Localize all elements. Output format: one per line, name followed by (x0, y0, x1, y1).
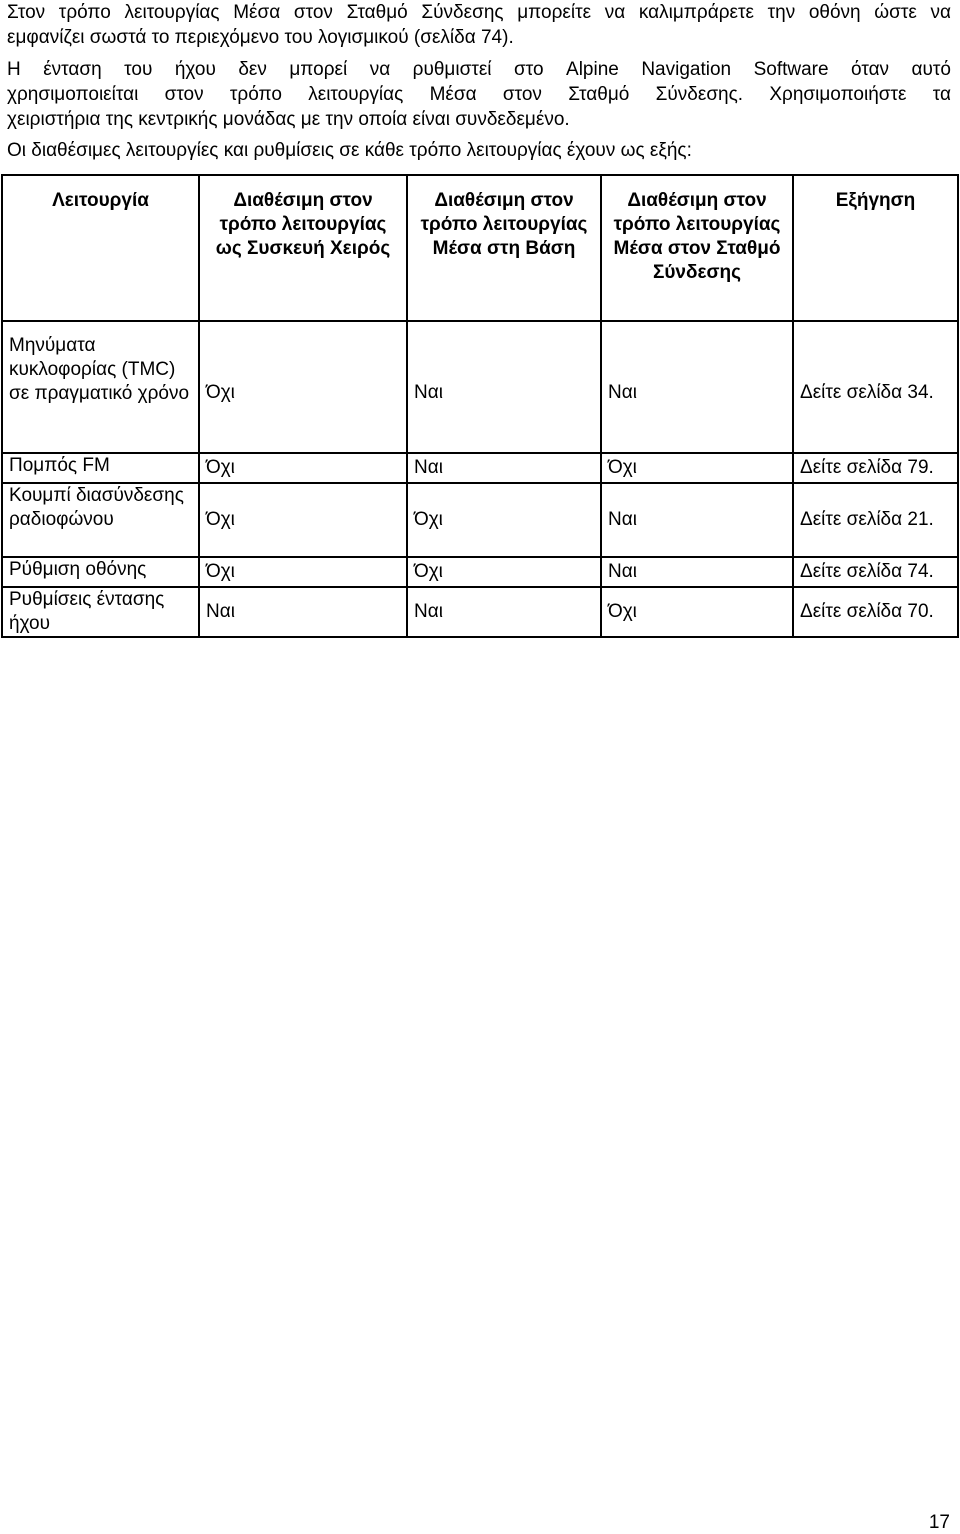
table-intro-paragraph (7, 138, 951, 163)
explanation-cell: Δείτε σελίδα 34. (793, 321, 958, 453)
explanation-cell: Δείτε σελίδα 74. (793, 557, 958, 587)
cradle-cell: Ναι (407, 587, 601, 637)
explanation-cell: Δείτε σελίδα 79. (793, 453, 958, 483)
header-cradle-mode: Διαθέσιμη στον τρόπο λειτουργίας Μέσα στη Βάση (407, 175, 601, 321)
docking-cell: Όχι (601, 453, 793, 483)
page-number: 17 (928, 1512, 950, 1533)
handheld-cell: Ναι (199, 587, 407, 637)
table-header-row (2, 175, 958, 321)
feature-availability-table (1, 174, 959, 638)
cradle-cell: Όχι (407, 483, 601, 557)
header-explanation: Εξήγηση (793, 175, 958, 321)
header-feature: Λειτουργία (2, 175, 199, 321)
paragraph-line: Οι διαθέσιμες λειτουργίες και ρυθμίσεις σε κάθε τρόπο λειτουργίας έχουν ως εξής: (7, 140, 692, 161)
docking-cell: Ναι (601, 321, 793, 453)
cradle-cell: Ναι (407, 453, 601, 483)
table-row (2, 321, 958, 453)
handheld-cell: Όχι (199, 483, 407, 557)
paragraph-line: Η ένταση του ήχου δεν μπορεί να ρυθμιστεί στο Alpine Navigation Software όταν αυτό (7, 59, 951, 80)
header-docking-station-mode: Διαθέσιμη στον τρόπο λειτουργίας Μέσα στον Σταθμό Σύνδεσης (601, 175, 793, 321)
calibration-paragraph (7, 0, 951, 50)
explanation-cell: Δείτε σελίδα 70. (793, 587, 958, 637)
feature-cell: Ρύθμιση οθόνης (2, 557, 199, 587)
feature-cell: Μηνύματα κυκλοφορίας (TMC) σε πραγματικό χρόνο (2, 321, 199, 453)
handheld-cell: Όχι (199, 453, 407, 483)
paragraph-line: Στον τρόπο λειτουργίας Μέσα στον Σταθμό Σύνδεσης μπορείτε να καλιμπράρετε την οθόνη ώστε να (7, 2, 951, 23)
docking-cell: Ναι (601, 557, 793, 587)
feature-cell: Πομπός FM (2, 453, 199, 483)
cradle-cell: Όχι (407, 557, 601, 587)
table-row (2, 587, 958, 637)
table-row (2, 483, 958, 557)
handheld-cell: Όχι (199, 557, 407, 587)
docking-cell: Ναι (601, 483, 793, 557)
table-row (2, 453, 958, 483)
paragraph-line: χειριστήρια της κεντρικής μονάδας με την οποία είναι συνδεδεμένο. (7, 109, 570, 130)
handheld-cell: Όχι (199, 321, 407, 453)
cradle-cell: Ναι (407, 321, 601, 453)
feature-cell: Ρυθμίσεις έντασης ήχου (2, 587, 199, 637)
paragraph-line: εμφανίζει σωστά το περιεχόμενο του λογισμικού (σελίδα 74). (7, 27, 514, 48)
explanation-cell: Δείτε σελίδα 21. (793, 483, 958, 557)
volume-paragraph (7, 57, 951, 132)
feature-cell: Κουμπί διασύνδεσης ραδιοφώνου (2, 483, 199, 557)
paragraph-line: χρησιμοποιείται στον τρόπο λειτουργίας Μέσα στον Σταθμό Σύνδεσης. Χρησιμοποιήστε τα (7, 84, 951, 105)
table-row (2, 557, 958, 587)
docking-cell: Όχι (601, 587, 793, 637)
header-handheld-mode: Διαθέσιμη στον τρόπο λειτουργίας ως Συσκευή Χειρός (199, 175, 407, 321)
